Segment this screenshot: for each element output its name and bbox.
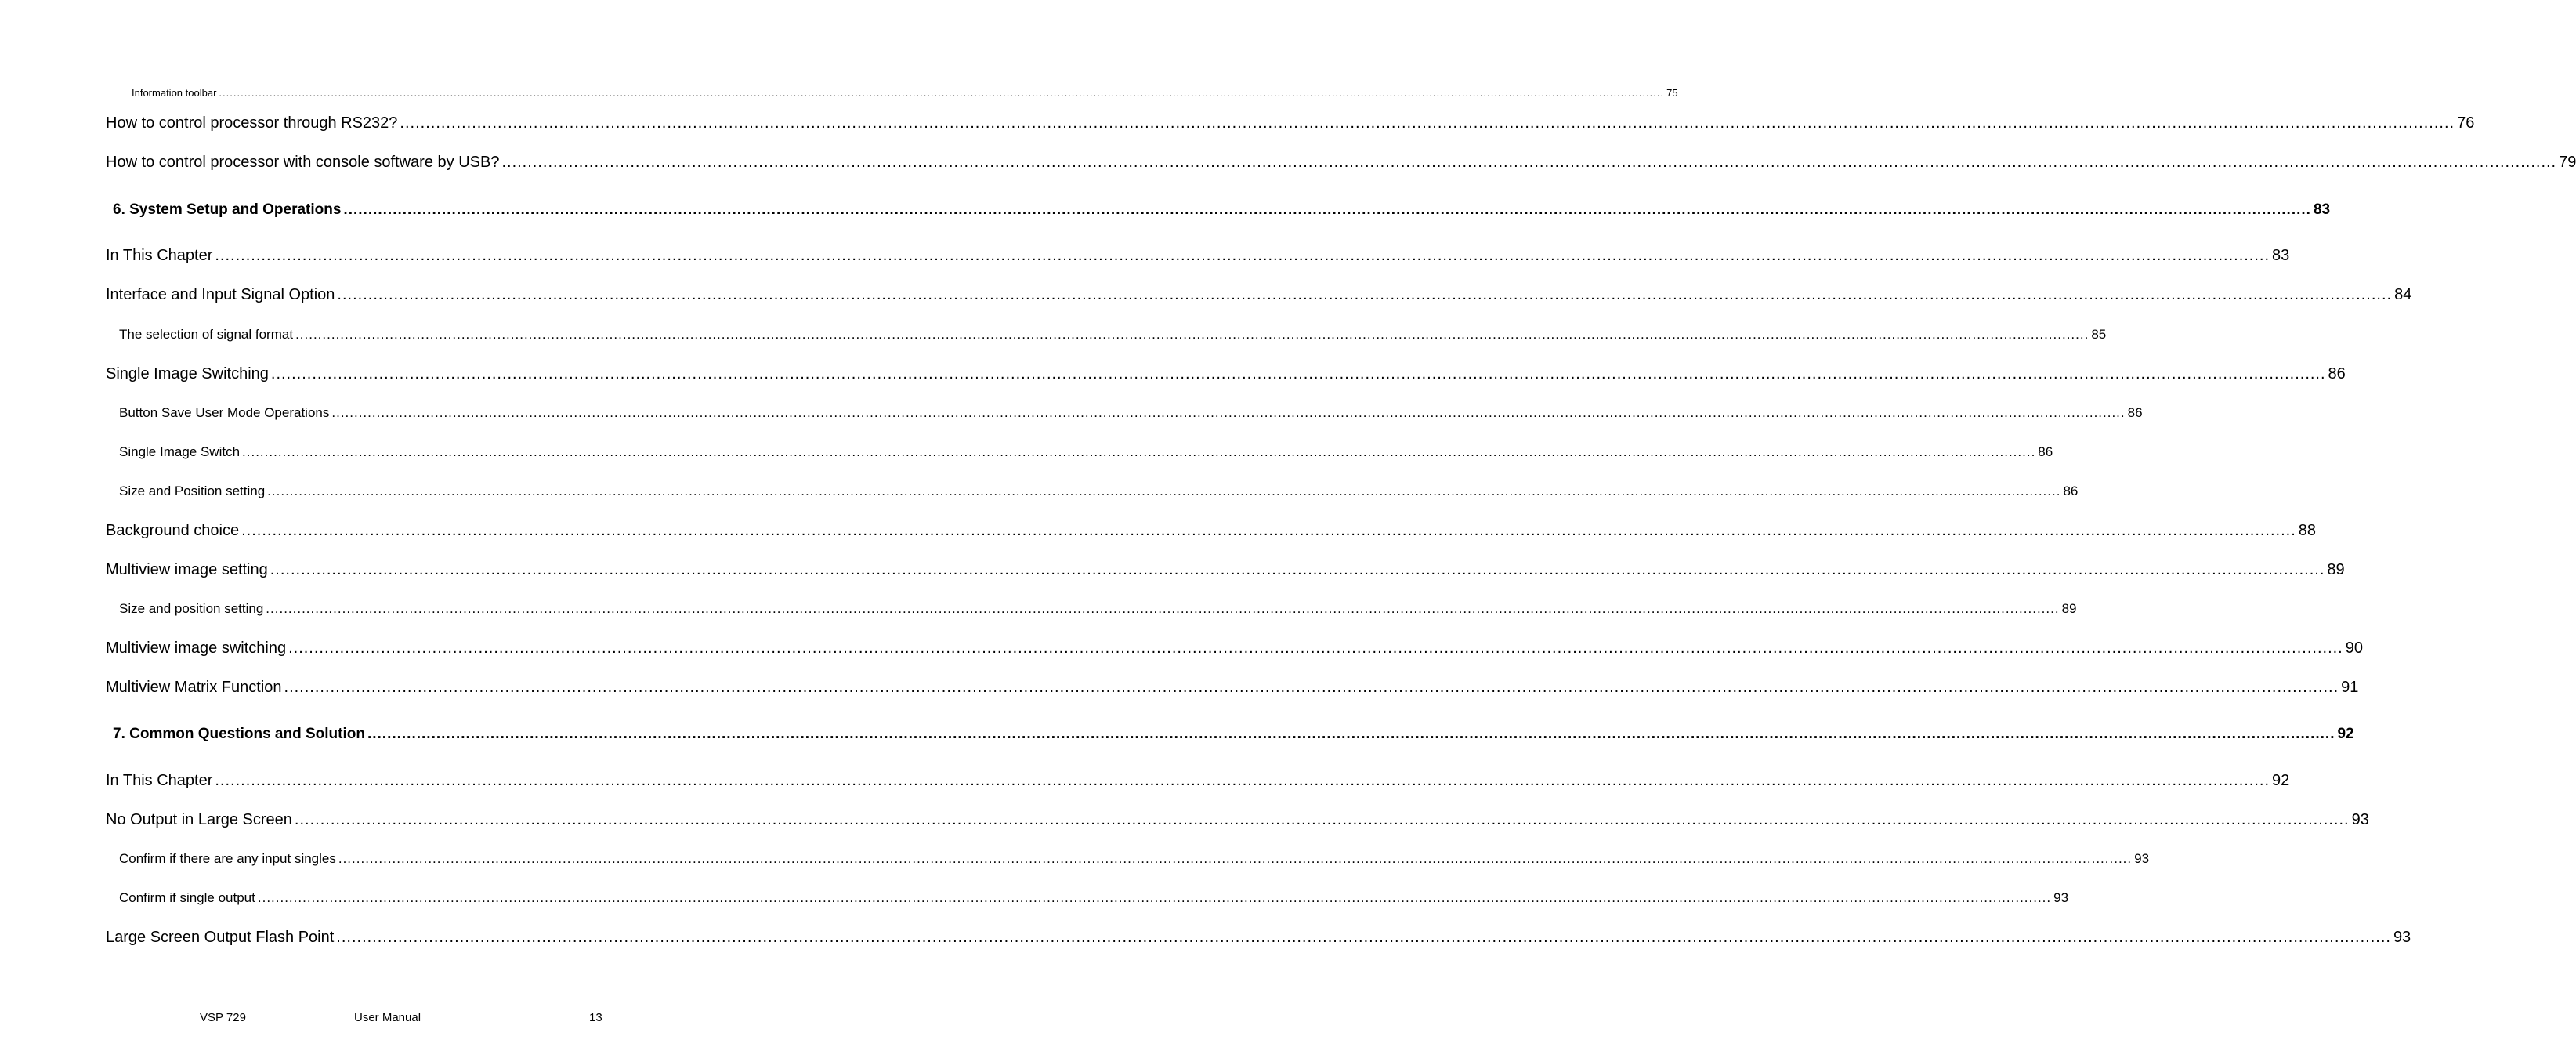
toc-entry-page: 88: [2298, 522, 2317, 539]
toc-entry-page: 92: [2337, 726, 2354, 742]
dot-leader: ................................................................................................................................................................................................................................................................................................................................................................................................................: [266, 601, 2060, 616]
toc-entry-page: 90: [2345, 640, 2363, 657]
toc-entry-label: Large Screen Output Flash Point: [106, 929, 335, 946]
toc-entry-label: Confirm if there are any input singles: [119, 851, 336, 866]
toc-entry-page: 92: [2272, 772, 2290, 789]
toc-entry[interactable]: [106, 114, 2475, 132]
toc-entry[interactable]: [119, 405, 2143, 421]
toc-entry[interactable]: [106, 286, 2412, 304]
dot-leader: ................................................................................................................................................................................................................................................................................................................................................................................................................: [288, 640, 2343, 657]
toc-entry-page: 86: [2038, 444, 2053, 459]
toc-chapter-entry[interactable]: [113, 201, 2331, 219]
toc-entry-page: 93: [2053, 890, 2069, 905]
toc-entry-page: 76: [2457, 114, 2475, 132]
toc-entry[interactable]: [106, 929, 2411, 947]
toc-entry-label: The selection of signal format: [119, 327, 294, 342]
toc-entry-page: 89: [2327, 561, 2345, 578]
dot-leader: ................................................................................................................................................................................................................................................................................................................................................................................................................: [331, 405, 2126, 420]
toc-entry-label: 6. System Setup and Operations: [113, 201, 342, 218]
toc-entry-page: 86: [2127, 405, 2143, 420]
footer-document-title: User Manual: [354, 1011, 421, 1024]
dot-leader: ................................................................................................................................................................................................................................................................................................................................................................................................................: [267, 484, 2061, 498]
footer-page-number: 13: [589, 1011, 602, 1024]
dot-leader: ................................................................................................................................................................................................................................................................................................................................................................................................................: [215, 247, 2270, 264]
toc-entry-label: Single Image Switch: [119, 444, 241, 459]
toc-entry[interactable]: [132, 87, 1678, 99]
footer-product: VSP 729: [200, 1011, 246, 1024]
dot-leader: ................................................................................................................................................................................................................................................................................................................................................................................................................: [257, 890, 2052, 905]
toc-entry-page: 93: [2393, 929, 2411, 946]
toc-entry-label: Information toolbar: [132, 87, 217, 99]
toc-entry[interactable]: [106, 772, 2290, 790]
dot-leader: ................................................................................................................................................................................................................................................................................................................................................................................................................: [270, 365, 2326, 382]
toc-entry[interactable]: [119, 327, 2107, 342]
toc-entry-page: 83: [2272, 247, 2290, 264]
dot-leader: ................................................................................................................................................................................................................................................................................................................................................................................................................: [242, 444, 2036, 459]
toc-entry-page: 86: [2328, 365, 2346, 382]
toc-entry[interactable]: [106, 640, 2363, 658]
dot-leader: ................................................................................................................................................................................................................................................................................................................................................................................................................: [343, 201, 2311, 218]
toc-entry-label: Button Save User Mode Operations: [119, 405, 330, 420]
dot-leader: ................................................................................................................................................................................................................................................................................................................................................................................................................: [336, 929, 2391, 946]
toc-entry-page: 93: [2134, 851, 2150, 866]
toc-entry-label: Multiview Matrix Function: [106, 679, 282, 696]
dot-leader: ................................................................................................................................................................................................................................................................................................................................................................................................................: [284, 679, 2339, 696]
toc-entry[interactable]: [106, 522, 2317, 540]
dot-leader: ................................................................................................................................................................................................................................................................................................................................................................................................................: [219, 87, 1665, 99]
dot-leader: ................................................................................................................................................................................................................................................................................................................................................................................................................: [241, 522, 2296, 539]
toc-entry-label: 7. Common Questions and Solution: [113, 726, 365, 742]
toc-entry[interactable]: [106, 365, 2346, 383]
dot-leader: ................................................................................................................................................................................................................................................................................................................................................................................................................: [338, 851, 2133, 866]
toc-entry-label: Size and position setting: [119, 601, 264, 616]
toc-entry[interactable]: [119, 444, 2053, 460]
toc-entry-label: Multiview image setting: [106, 561, 268, 578]
dot-leader: ................................................................................................................................................................................................................................................................................................................................................................................................................: [501, 154, 2557, 171]
toc-entry-label: Background choice: [106, 522, 240, 539]
dot-leader: ................................................................................................................................................................................................................................................................................................................................................................................................................: [294, 811, 2350, 828]
toc-entry-label: Size and Position setting: [119, 484, 266, 498]
toc-entry[interactable]: [106, 811, 2369, 829]
toc-entry-label: Multiview image switching: [106, 640, 287, 657]
dot-leader: ................................................................................................................................................................................................................................................................................................................................................................................................................: [270, 561, 2325, 578]
toc-entry[interactable]: [106, 679, 2359, 697]
toc-entry-page: 79: [2559, 154, 2576, 171]
toc-entry-page: 83: [2313, 201, 2331, 218]
dot-leader: ................................................................................................................................................................................................................................................................................................................................................................................................................: [215, 772, 2270, 789]
toc-entry-label: How to control processor with console software by USB?: [106, 154, 500, 171]
toc-entry-page: 84: [2394, 286, 2412, 303]
dot-leader: ................................................................................................................................................................................................................................................................................................................................................................................................................: [295, 327, 2089, 342]
dot-leader: ................................................................................................................................................................................................................................................................................................................................................................................................................: [367, 726, 2335, 742]
toc-entry-page: 86: [2063, 484, 2079, 498]
toc-entry[interactable]: [119, 890, 2069, 906]
toc-entry-label: Interface and Input Signal Option: [106, 286, 335, 303]
toc-entry[interactable]: [119, 484, 2079, 499]
toc-entry-page: 85: [2091, 327, 2107, 342]
dot-leader: ................................................................................................................................................................................................................................................................................................................................................................................................................: [400, 114, 2455, 132]
toc-entry[interactable]: [119, 601, 2077, 617]
dot-leader: ................................................................................................................................................................................................................................................................................................................................................................................................................: [337, 286, 2393, 303]
toc-entry-page: 75: [1666, 87, 1678, 99]
toc-entry-label: Confirm if single output: [119, 890, 255, 905]
toc-entry-label: No Output in Large Screen: [106, 811, 292, 828]
toc-entry[interactable]: [106, 247, 2290, 265]
toc-chapter-entry[interactable]: [113, 726, 2354, 743]
toc-entry-page: 93: [2351, 811, 2369, 828]
toc-entry-label: How to control processor through RS232?: [106, 114, 398, 132]
toc-entry-page: 91: [2341, 679, 2359, 696]
toc-entry[interactable]: [106, 154, 2576, 172]
toc-entry-label: In This Chapter: [106, 772, 213, 789]
toc-entry[interactable]: [106, 561, 2345, 579]
toc-entry-label: In This Chapter: [106, 247, 213, 264]
toc-entry-label: Single Image Switching: [106, 365, 269, 382]
toc-entry[interactable]: [119, 851, 2150, 867]
toc-entry-page: 89: [2061, 601, 2077, 616]
